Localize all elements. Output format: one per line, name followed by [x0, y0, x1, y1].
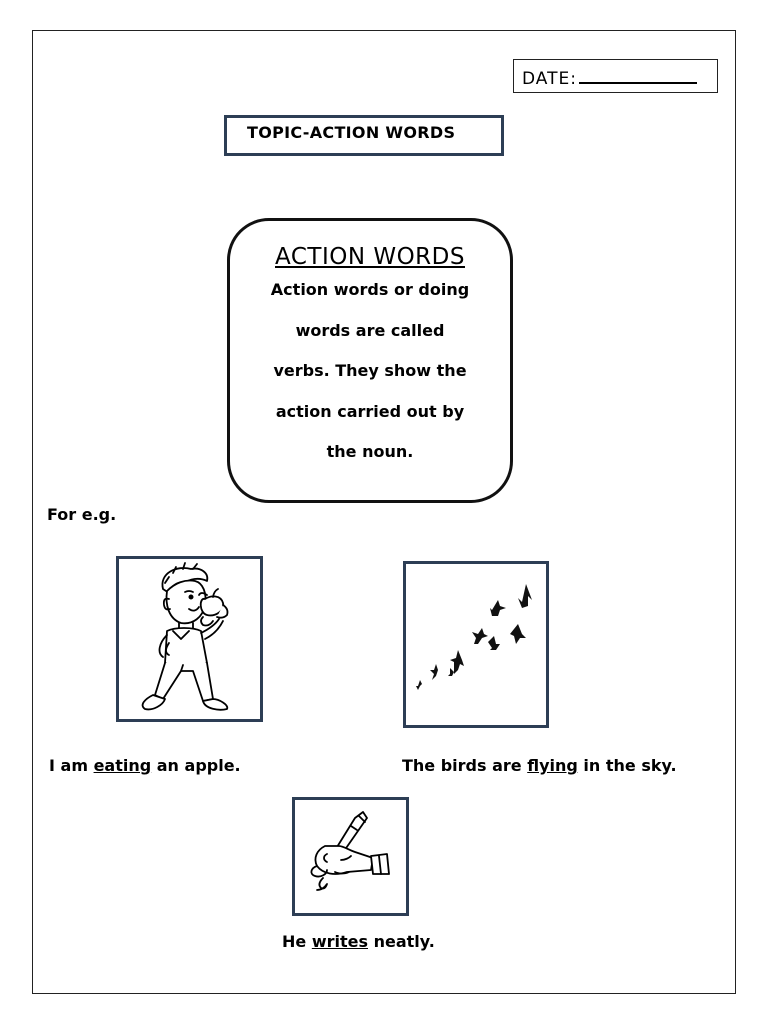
definition-line: the noun.	[326, 442, 414, 461]
sentence-text: I am	[49, 756, 94, 775]
sentence-text: The birds are	[402, 756, 528, 775]
boy-eating-apple-icon	[119, 559, 260, 719]
example-label: For e.g.	[47, 505, 117, 524]
flying-birds-icon	[406, 564, 546, 725]
definition-title: ACTION WORDS	[275, 244, 465, 270]
flying-birds-picture	[403, 561, 549, 728]
definition-box	[227, 218, 513, 503]
definition-line: Action words or doing	[270, 280, 470, 299]
date-blank-line[interactable]	[579, 66, 697, 84]
hand-writing-icon	[295, 800, 406, 913]
example-sentence-1	[49, 756, 241, 775]
hand-writing-picture	[292, 797, 409, 916]
sentence-text: in the sky.	[577, 756, 677, 775]
boy-eating-apple-picture	[116, 556, 263, 722]
date-label: DATE:	[522, 69, 577, 89]
action-word-writes: writes	[311, 932, 368, 951]
example-sentence-2	[402, 756, 677, 775]
action-word-eating: eating	[93, 756, 152, 775]
sentence-text: He	[282, 932, 312, 951]
definition-line: action carried out by	[275, 401, 465, 421]
sentence-text: neatly.	[368, 932, 435, 951]
example-sentence-3	[282, 932, 435, 951]
topic-title: TOPIC-ACTION WORDS	[224, 115, 504, 156]
date-field[interactable]	[513, 59, 718, 93]
definition-line: verbs. They show the	[273, 361, 467, 380]
sentence-text: an apple.	[151, 756, 241, 775]
definition-line: words are called	[295, 320, 445, 340]
action-word-flying: flying	[527, 756, 578, 775]
